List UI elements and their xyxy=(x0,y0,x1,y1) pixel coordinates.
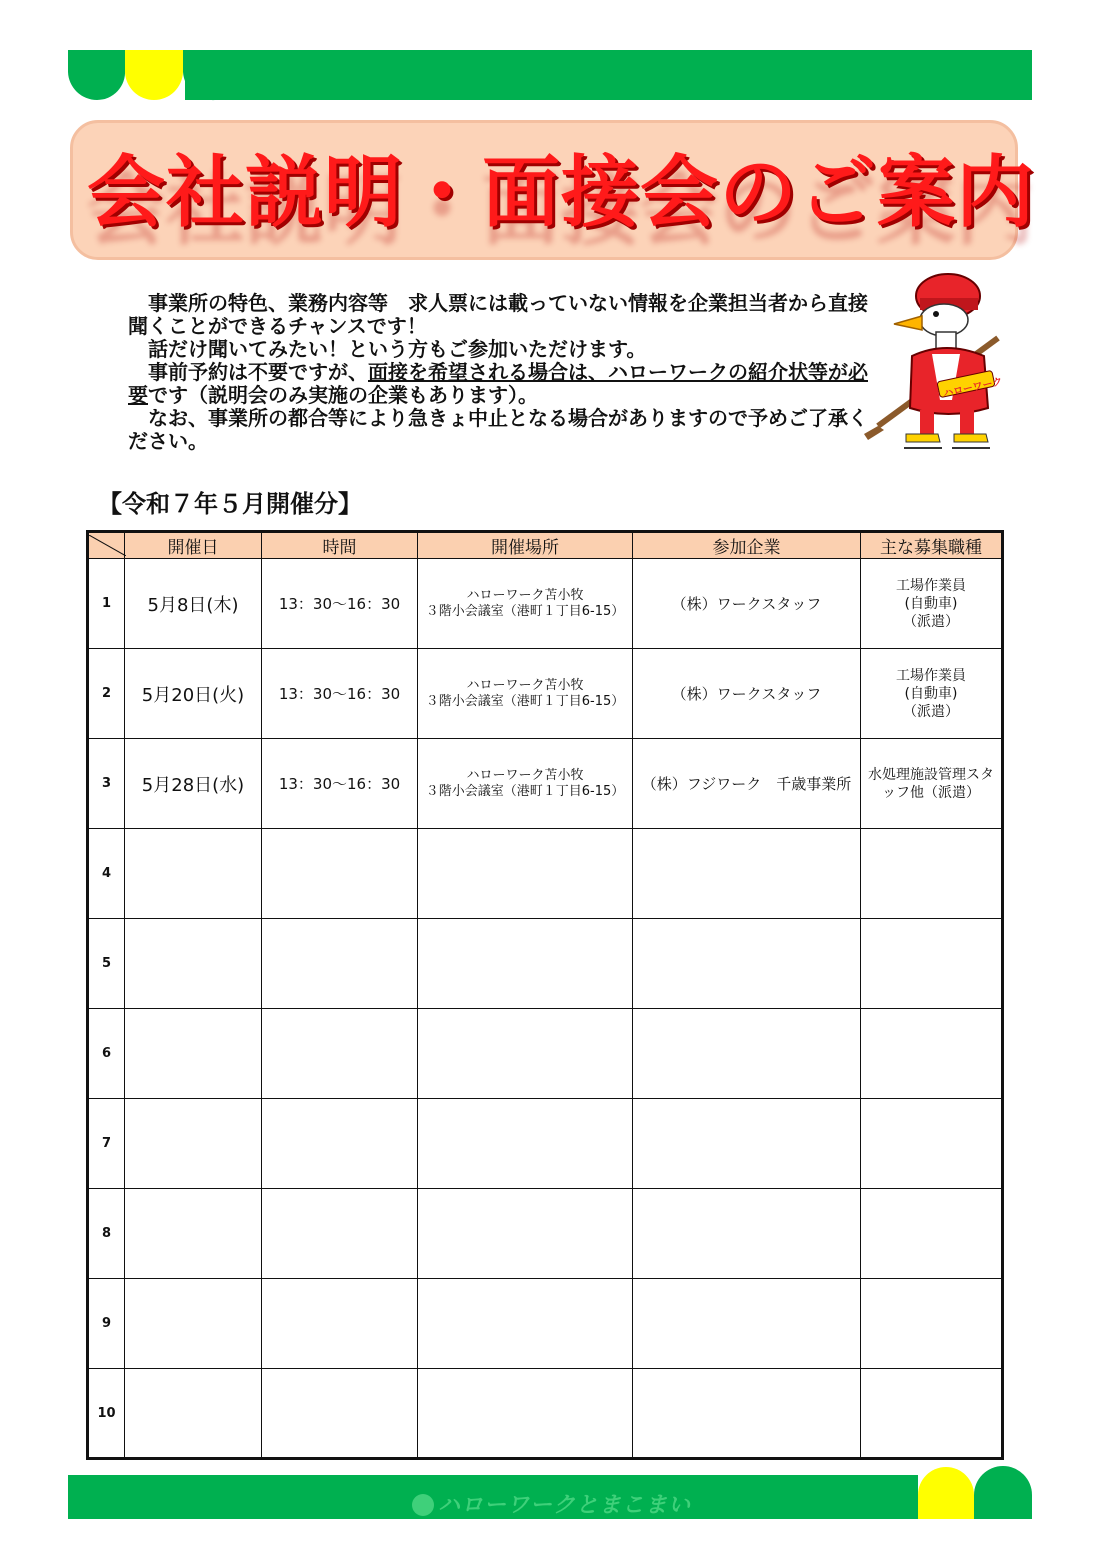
row-number: 7 xyxy=(88,1099,125,1189)
event-place xyxy=(418,1099,633,1189)
event-time xyxy=(262,1279,418,1369)
section-title: 【令和７年５月開催分】 xyxy=(98,490,362,518)
job-type xyxy=(861,1099,1003,1189)
intro-paragraph-4: なお、事業所の都合等により急きょ中止となる場合がありますので予めご了承ください。 xyxy=(128,406,868,453)
table-row xyxy=(88,1369,1003,1459)
event-date xyxy=(125,1189,262,1279)
row-number: 1 xyxy=(88,559,125,649)
job-line-2: (自動車) xyxy=(904,685,958,702)
event-date xyxy=(125,919,262,1009)
row-number: 8 xyxy=(88,1189,125,1279)
job-line-1: 工場作業員 xyxy=(896,577,966,594)
job-type xyxy=(861,1189,1003,1279)
event-place xyxy=(418,1009,633,1099)
event-place xyxy=(418,919,633,1009)
event-date: 5月8日(木) xyxy=(125,559,262,649)
hockey-duck-mascot-icon xyxy=(860,268,1010,458)
participating-company xyxy=(633,1189,861,1279)
job-line-1: 工場作業員 xyxy=(896,667,966,684)
table-row xyxy=(88,1279,1003,1369)
header-job: 主な募集職種 xyxy=(861,532,1003,559)
event-place xyxy=(418,1279,633,1369)
event-place xyxy=(418,1189,633,1279)
row-number: 6 xyxy=(88,1009,125,1099)
event-place xyxy=(418,649,633,739)
footer-logo-text: ハローワークとまこまい xyxy=(0,1488,1103,1519)
event-date xyxy=(125,1279,262,1369)
job-type xyxy=(861,919,1003,1009)
table-header-row xyxy=(88,532,1003,559)
place-name: ハローワーク苫小牧 xyxy=(466,677,584,693)
header-place: 開催場所 xyxy=(418,532,633,559)
participating-company xyxy=(633,1279,861,1369)
header-corner xyxy=(88,532,125,559)
job-type xyxy=(861,829,1003,919)
participating-company xyxy=(633,1099,861,1189)
job-type xyxy=(861,1279,1003,1369)
table-row xyxy=(88,919,1003,1009)
event-time xyxy=(262,1099,418,1189)
row-number: 5 xyxy=(88,919,125,1009)
participating-company: （株）フジワーク 千歳事業所 xyxy=(633,739,861,829)
participating-company: （株）ワークスタッフ xyxy=(633,559,861,649)
event-time xyxy=(262,1189,418,1279)
event-date xyxy=(125,1099,262,1189)
participating-company xyxy=(633,919,861,1009)
event-time xyxy=(262,919,418,1009)
job-line-1: 水処理施設管理スタッフ他（派遣） xyxy=(868,766,994,801)
header-date: 開催日 xyxy=(125,532,262,559)
row-number: 9 xyxy=(88,1279,125,1369)
table-row xyxy=(88,829,1003,919)
mascot-badge-label: ハローワーク xyxy=(942,376,1004,400)
event-date: 5月20日(火) xyxy=(125,649,262,739)
requirement-underlined: 面接を希望される場合は、ハローワークの紹介状等が必要 xyxy=(128,360,868,407)
header-time: 時間 xyxy=(262,532,418,559)
participating-company xyxy=(633,1009,861,1099)
row-number: 4 xyxy=(88,829,125,919)
event-date xyxy=(125,1369,262,1459)
header-company: 参加企業 xyxy=(633,532,861,559)
table-row xyxy=(88,559,1003,649)
intro-paragraph-3: 事前予約は不要ですが、面接を希望される場合は、ハローワークの紹介状等が必要です（説明会のみ実施の企業もあります）。 xyxy=(128,360,868,407)
participating-company xyxy=(633,1369,861,1459)
job-line-3: （派遣） xyxy=(903,613,959,630)
job-type xyxy=(861,559,1003,649)
event-time: 13：30〜16：30 xyxy=(262,559,418,649)
hellowork-logo-icon xyxy=(412,1494,434,1516)
page-title: 会社説明・面接会のご案内 xyxy=(87,148,1036,238)
job-type xyxy=(861,1009,1003,1099)
row-number: 3 xyxy=(88,739,125,829)
event-time xyxy=(262,1369,418,1459)
intro-paragraph-1: 事業所の特色、業務内容等 求人票には載っていない情報を企業担当者から直接聞くことができるチャンスです！ xyxy=(128,291,868,338)
event-place xyxy=(418,739,633,829)
participating-company: （株）ワークスタッフ xyxy=(633,649,861,739)
intro-text xyxy=(128,292,868,453)
place-name: ハローワーク苫小牧 xyxy=(466,767,584,783)
schedule-table xyxy=(86,530,1004,1460)
event-place xyxy=(418,559,633,649)
place-name: ハローワーク苫小牧 xyxy=(466,587,584,603)
event-place xyxy=(418,1369,633,1459)
table-row xyxy=(88,1189,1003,1279)
event-time: 13：30〜16：30 xyxy=(262,649,418,739)
event-time xyxy=(262,1009,418,1099)
top-decorative-band xyxy=(0,0,1103,110)
event-date xyxy=(125,1009,262,1099)
participating-company xyxy=(633,829,861,919)
table-row xyxy=(88,1009,1003,1099)
place-room: ３階小会議室（港町１丁目6-15） xyxy=(425,603,625,619)
event-date xyxy=(125,829,262,919)
job-line-3: （派遣） xyxy=(903,703,959,720)
table-row xyxy=(88,739,1003,829)
intro-paragraph-2: 話だけ聞いてみたい！という方もご参加いただけます。 xyxy=(128,337,647,361)
place-room: ３階小会議室（港町１丁目6-15） xyxy=(425,693,625,709)
event-time xyxy=(262,829,418,919)
event-place xyxy=(418,829,633,919)
table-row xyxy=(88,1099,1003,1189)
job-type xyxy=(861,649,1003,739)
job-type xyxy=(861,739,1003,829)
row-number: 10 xyxy=(88,1369,125,1459)
job-line-2: (自動車) xyxy=(904,595,958,612)
event-date: 5月28日(水) xyxy=(125,739,262,829)
place-room: ３階小会議室（港町１丁目6-15） xyxy=(425,783,625,799)
row-number: 2 xyxy=(88,649,125,739)
title-banner xyxy=(70,120,1036,260)
table-row xyxy=(88,649,1003,739)
job-type xyxy=(861,1369,1003,1459)
event-time: 13：30〜16：30 xyxy=(262,739,418,829)
